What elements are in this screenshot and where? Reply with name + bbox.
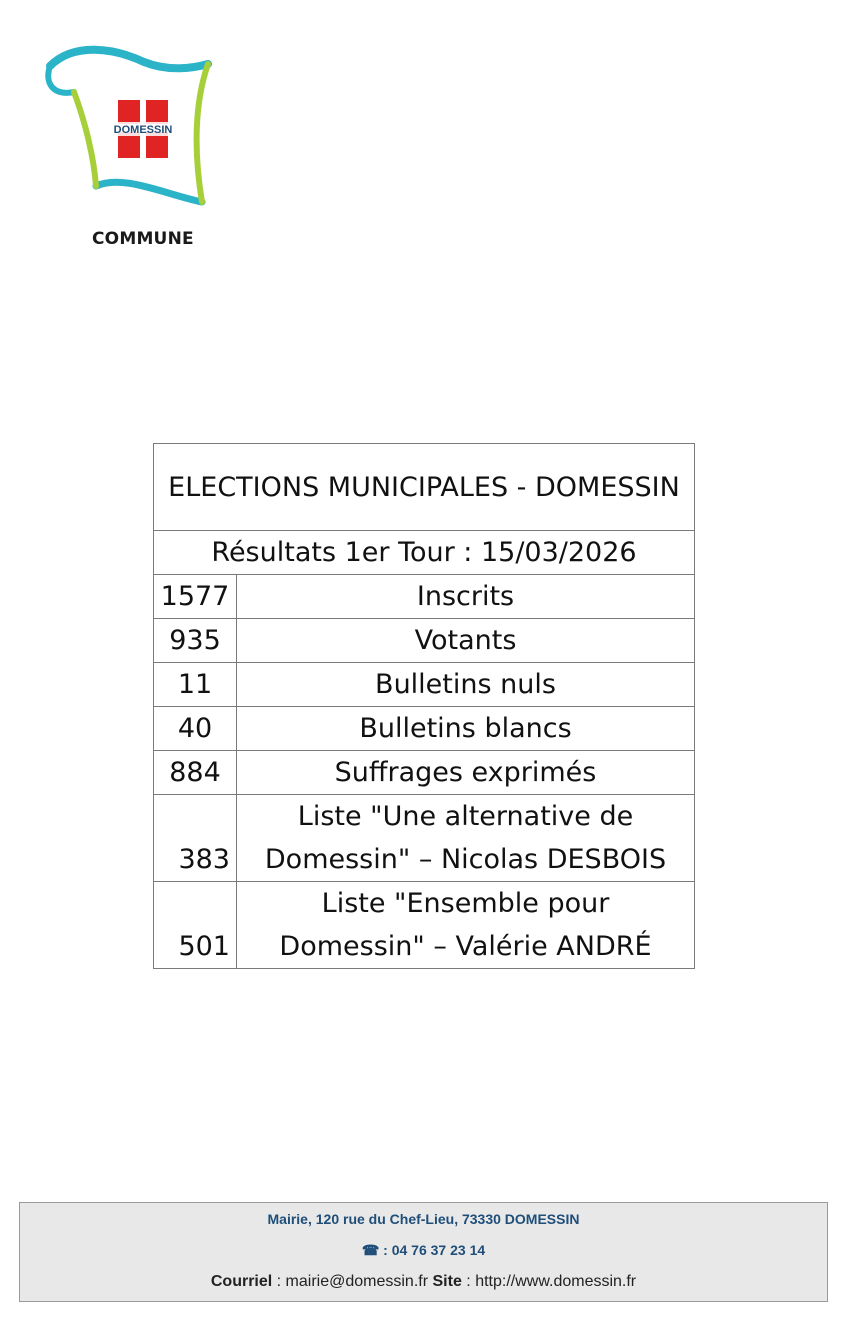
domessin-logo-graphic bbox=[44, 44, 214, 209]
row-label: Suffrages exprimés bbox=[237, 751, 695, 795]
footer bbox=[19, 1202, 828, 1302]
table-row bbox=[154, 751, 695, 795]
row-value: 884 bbox=[154, 751, 237, 795]
footer-phone bbox=[20, 1242, 827, 1259]
table-row bbox=[154, 619, 695, 663]
phone-number: : 04 76 37 23 14 bbox=[383, 1242, 486, 1258]
table-row bbox=[154, 575, 695, 619]
row-label: Bulletins nuls bbox=[237, 663, 695, 707]
table-row bbox=[154, 707, 695, 751]
commune-logo bbox=[44, 44, 214, 209]
row-label: Liste "Une alternative de Domessin" – Nicolas DESBOIS bbox=[237, 795, 695, 882]
table-row bbox=[154, 663, 695, 707]
telephone-icon: ☎ bbox=[361, 1242, 380, 1258]
row-label: Votants bbox=[237, 619, 695, 663]
row-label: Inscrits bbox=[237, 575, 695, 619]
site-label: Site bbox=[432, 1273, 462, 1290]
commune-label: COMMUNE bbox=[92, 229, 194, 249]
table-title: ELECTIONS MUNICIPALES - DOMESSIN bbox=[154, 444, 695, 531]
table-row bbox=[154, 795, 695, 882]
row-label: Bulletins blancs bbox=[237, 707, 695, 751]
row-value: 40 bbox=[154, 707, 237, 751]
footer-address: Mairie, 120 rue du Chef-Lieu, 73330 DOMESSIN bbox=[267, 1211, 580, 1227]
row-value: 501 bbox=[154, 882, 237, 969]
email-link[interactable]: : mairie@domessin.fr bbox=[276, 1273, 429, 1290]
row-value: 11 bbox=[154, 663, 237, 707]
table-title-row bbox=[154, 444, 695, 531]
results-table bbox=[153, 443, 695, 969]
table-subtitle-row bbox=[154, 531, 695, 575]
row-value: 1577 bbox=[154, 575, 237, 619]
table-row bbox=[154, 882, 695, 969]
table-subtitle: Résultats 1er Tour : 15/03/2026 bbox=[154, 531, 695, 575]
site-link[interactable]: : http://www.domessin.fr bbox=[466, 1273, 637, 1290]
row-value: 935 bbox=[154, 619, 237, 663]
logo-text: DOMESSIN bbox=[113, 124, 173, 136]
email-label: Courriel bbox=[210, 1273, 273, 1290]
footer-contact bbox=[20, 1273, 827, 1291]
row-value: 383 bbox=[154, 795, 237, 882]
row-label: Liste "Ensemble pour Domessin" – Valérie ANDRÉ bbox=[237, 882, 695, 969]
